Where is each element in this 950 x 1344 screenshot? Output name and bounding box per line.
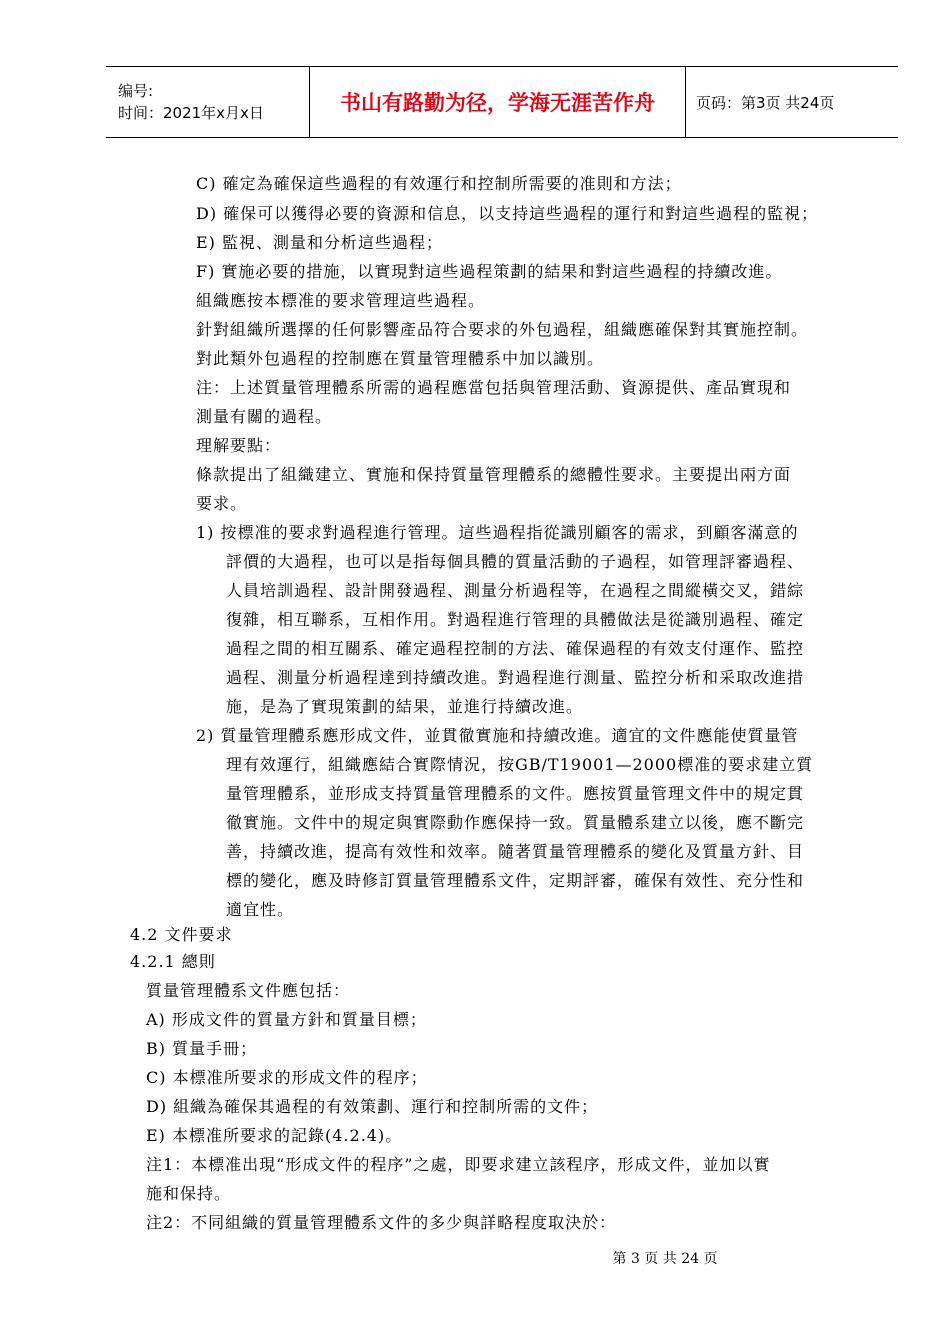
body-line: 適宜性。 — [226, 900, 295, 919]
footer-page-number: 第 3 页 共 24 页 — [612, 1251, 718, 1267]
header-page-info — [686, 67, 898, 137]
body-line: 評價的大過程，也可以是指每個具體的質量活動的子過程，如管理評審過程、 — [226, 552, 805, 571]
body-line: D) 確保可以獲得必要的資源和信息，以支持這些過程的運行和對這些過程的監視； — [196, 204, 819, 223]
body-line: 注2：不同組織的質量管理體系文件的多少與詳略程度取決於： — [146, 1213, 617, 1232]
page-info-text: 页码：第3页 共24页 — [696, 93, 835, 112]
body-line: 質量管理體系文件應包括： — [146, 981, 351, 1000]
body-line: 過程、測量分析過程達到持續改進。對過程進行測量、監控分析和采取改進措 — [226, 668, 805, 687]
body-line: B) 質量手冊； — [146, 1039, 258, 1058]
body-line: E) 本標准所要求的記錄(4.2.4)。 — [146, 1126, 403, 1145]
body-line: 量管理體系，並形成支持質量管理體系的文件。應按質量管理文件中的規定貫 — [226, 784, 805, 803]
body-line: 徹實施。文件中的規定與實際動作應保持一致。質量體系建立以後，應不斷完 — [226, 813, 805, 832]
body-line: 施和保持。 — [146, 1184, 232, 1203]
section-heading: 4.2 文件要求 — [130, 925, 233, 944]
body-line: 對此類外包過程的控制應在質量管理體系中加以識別。 — [196, 349, 605, 368]
body-line: F) 實施必要的措施，以實現對這些過程策劃的結果和對這些過程的持續改進。 — [196, 262, 783, 281]
subsection-heading: 4.2.1 總則 — [130, 952, 216, 971]
body-line: 復雜，相互聯系，互相作用。對過程進行管理的具體做法是從識別過程、確定 — [226, 610, 805, 629]
body-line: 注1：本標准出現“形成文件的程序”之處，即要求建立該程序，形成文件，並加以實 — [146, 1155, 771, 1174]
body-line: C) 確定為確保這些過程的有效運行和控制所需要的准則和方法； — [196, 174, 682, 193]
body-line: 針對組織所選擇的任何影響產品符合要求的外包過程，組織應確保對其實施控制。 — [196, 320, 809, 339]
number-label: 编号: — [118, 82, 154, 100]
body-line: 過程之間的相互關系、確定過程控制的方法、確保過程的有效支付運作、監控 — [226, 639, 805, 658]
body-line: 2) 質量管理體系應形成文件，並貫徹實施和持續改進。適宜的文件應能使質量管 — [196, 726, 799, 745]
time-label: 时间：2021年x月x日 — [118, 104, 264, 122]
body-line: D) 組織為確保其過程的有效策劃、運行和控制所需的文件； — [146, 1097, 599, 1116]
body-line: 人員培訓過程、設計開發過程、測量分析過程等，在過程之間縱橫交叉，錯綜 — [226, 581, 805, 600]
page-header — [106, 66, 898, 138]
body-line: E) 監視、測量和分析這些過程； — [196, 233, 444, 252]
body-line: 測量有關的過程。 — [196, 407, 333, 426]
header-meta — [106, 67, 310, 137]
body-line: 施，是為了實現策劃的結果，並進行持續改進。 — [226, 697, 584, 716]
body-line: 條款提出了組織建立、實施和保持質量管理體系的總體性要求。主要提出兩方面 — [196, 465, 792, 484]
body-line: 組織應按本標准的要求管理這些過程。 — [196, 291, 486, 310]
body-line: 要求。 — [196, 494, 248, 513]
body-line: 1) 按標准的要求對過程進行管理。這些過程指從識別顧客的需求，到顧客滿意的 — [196, 523, 799, 542]
header-motto — [310, 67, 686, 137]
motto-text: 书山有路勤为径，学海无涯苦作舟 — [340, 91, 655, 115]
body-line: 標的變化，應及時修訂質量管理體系文件，定期評審，確保有效性、充分性和 — [226, 871, 805, 890]
body-line: C) 本標准所要求的形成文件的程序； — [146, 1068, 428, 1087]
page-footer — [0, 1248, 950, 1268]
body-line: 理解要點： — [196, 436, 282, 455]
body-line: 善，持續改進，提高有效性和效率。隨著質量管理體系的變化及質量方針、目 — [226, 842, 805, 861]
body-line: 注：上述質量管理體系所需的過程應當包括與管理活動、資源提供、產品實現和 — [196, 378, 792, 397]
body-line: 理有效運行，組織應結合實際情況，按GB/T19001—2000標准的要求建立質 — [226, 755, 814, 774]
body-line: A) 形成文件的質量方針和質量目標； — [146, 1010, 427, 1029]
